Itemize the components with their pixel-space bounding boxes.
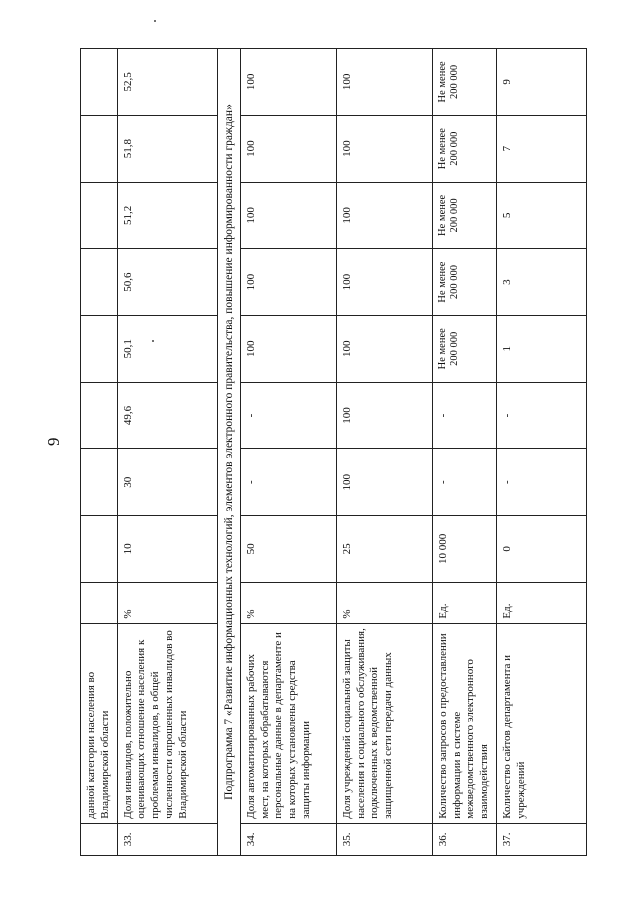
number-cell: 33. [117, 823, 217, 855]
table-row [117, 49, 217, 856]
value-cell: 100 [240, 249, 336, 316]
unit-cell: % [336, 582, 432, 623]
value-cell: 9 [496, 49, 586, 116]
indicator-name-cell: Количество запросов о предоставлении информации в системе межведомственного электронного взаимодействия [432, 623, 496, 823]
table-row [240, 49, 336, 856]
value-cell: 100 [240, 315, 336, 382]
number-cell: 35. [336, 823, 432, 855]
value-cell: 3 [496, 249, 586, 316]
value-cell: - [240, 449, 336, 516]
value-cell: 49,6 [117, 382, 217, 449]
value-cell: - [432, 449, 496, 516]
table-row [336, 49, 432, 856]
value-cell: 0 [496, 516, 586, 583]
value-cell: 50,1 [117, 315, 217, 382]
value-cell: 51,2 [117, 182, 217, 249]
value-cell: 100 [336, 382, 432, 449]
indicator-name-cell: Доля автоматизированных рабочих мест, на которых обрабатываются персональные данные в департаменте и на которых установлены средства защиты информации [240, 623, 336, 823]
table-row [81, 49, 118, 856]
value-cell [81, 516, 118, 583]
value-cell [81, 49, 118, 116]
value-cell: 51,8 [117, 115, 217, 182]
number-cell: 34. [240, 823, 336, 855]
value-cell: 50 [240, 516, 336, 583]
page-number: 9 [44, 437, 63, 446]
value-cell: Не менее 200 000 [432, 49, 496, 116]
value-cell: 52,5 [117, 49, 217, 116]
unit-cell [81, 582, 118, 623]
value-cell [81, 182, 118, 249]
value-cell: 100 [336, 449, 432, 516]
value-cell: 10 [117, 516, 217, 583]
scan-speck [154, 20, 156, 22]
value-cell [81, 115, 118, 182]
value-cell: - [240, 382, 336, 449]
indicators-table [80, 48, 587, 856]
unit-cell: % [117, 582, 217, 623]
value-cell [81, 315, 118, 382]
unit-cell: Ед. [496, 582, 586, 623]
value-cell: Не менее 200 000 [432, 182, 496, 249]
number-cell: 37. [496, 823, 586, 855]
number-cell [81, 823, 118, 855]
unit-cell: Ед. [432, 582, 496, 623]
rotated-table-container [80, 48, 580, 856]
table-row [432, 49, 496, 856]
value-cell: 10 000 [432, 516, 496, 583]
indicator-name-cell: Доля учреждений социальной защиты населения и социального обслуживания, подключенных к ведомственной защищенной сети передачи данных [336, 623, 432, 823]
value-cell: 100 [240, 182, 336, 249]
subprogram-row [217, 49, 240, 856]
value-cell: - [496, 449, 586, 516]
indicator-name-cell: Количество сайтов департамента и учреждений [496, 623, 586, 823]
value-cell: 100 [336, 315, 432, 382]
number-cell: 36. [432, 823, 496, 855]
value-cell: 100 [336, 49, 432, 116]
value-cell [81, 449, 118, 516]
value-cell: 100 [336, 182, 432, 249]
value-cell: 100 [336, 249, 432, 316]
value-cell: - [432, 382, 496, 449]
value-cell: 5 [496, 182, 586, 249]
table-row [496, 49, 586, 856]
value-cell: Не менее 200 000 [432, 115, 496, 182]
value-cell: Не менее 200 000 [432, 315, 496, 382]
value-cell: Не менее 200 000 [432, 249, 496, 316]
value-cell: 1 [496, 315, 586, 382]
unit-cell: % [240, 582, 336, 623]
value-cell: 100 [336, 115, 432, 182]
value-cell: 7 [496, 115, 586, 182]
indicator-name-cell: Доля инвалидов, положительно оценивающих отношение населения к проблемам инвалидов, в общей численности опрошенных инвалидов во Владимирской области [117, 623, 217, 823]
value-cell [81, 382, 118, 449]
subprogram-title: Подпрограмма 7 «Развитие информационных технологий, элементов электронного правительства, повышение информированности граждан» [217, 49, 240, 856]
value-cell: 100 [240, 49, 336, 116]
value-cell: 100 [240, 115, 336, 182]
value-cell [81, 249, 118, 316]
value-cell: 25 [336, 516, 432, 583]
value-cell: 30 [117, 449, 217, 516]
value-cell: - [496, 382, 586, 449]
value-cell: 50,6 [117, 249, 217, 316]
indicator-name-cell: данной категории населения во Владимирской области [81, 623, 118, 823]
